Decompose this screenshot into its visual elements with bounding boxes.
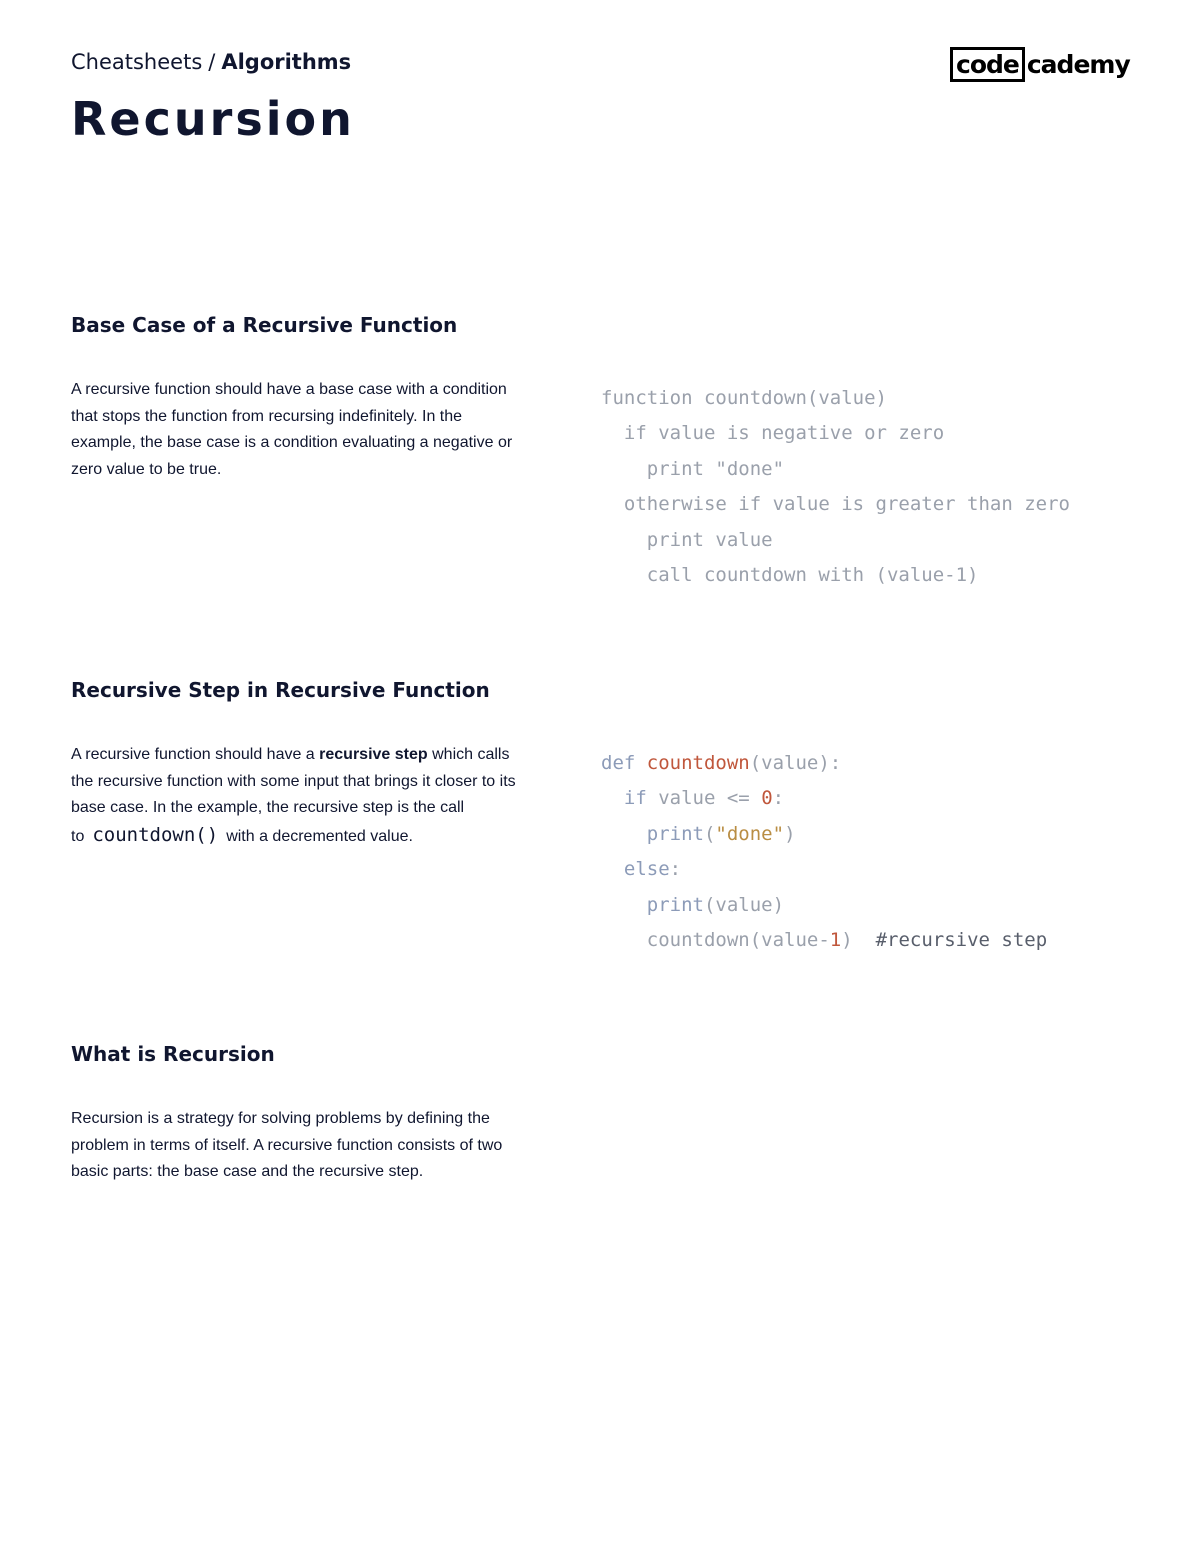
code-block	[601, 746, 1047, 958]
code-text: :	[669, 858, 682, 881]
section-description: A recursive function should have a base case with a condition that stops the function from recursing indefinitely. In the example, the base case is a condition evaluating a negative or zero value to be true.	[71, 381, 513, 478]
code-number: 1	[829, 929, 842, 952]
code-line: if value is negative or zero	[601, 422, 945, 445]
code-line: call countdown with (value-1)	[601, 564, 979, 587]
code-function-name: countdown	[646, 752, 750, 774]
section-heading: What is Recursion	[71, 1042, 275, 1066]
code-builtin: print	[646, 822, 704, 845]
section-description: Recursion is a strategy for solving problems by defining the problem in terms of itself. A recursive function consists of two basic parts: the base case and the recursive step.	[71, 1110, 503, 1181]
code-line: otherwise if value is greater than zero	[601, 493, 1070, 516]
code-line: print "done"	[601, 457, 785, 480]
description-text: which calls the recursive function with some input that brings it closer to its base case. In the example, the recursive step is the call to	[71, 746, 516, 845]
code-text: (value)	[703, 893, 785, 916]
code-line: print value	[601, 528, 773, 551]
code-keyword: if	[623, 787, 647, 810]
code-text: :	[772, 787, 785, 810]
breadcrumb-separator: /	[208, 50, 216, 74]
breadcrumb-root[interactable]: Cheatsheets	[71, 50, 203, 74]
breadcrumb-current[interactable]: Algorithms	[221, 50, 352, 74]
section-heading: Recursive Step in Recursive Function	[71, 678, 490, 702]
description-text: with a decremented value.	[226, 827, 413, 845]
code-keyword: def	[601, 752, 636, 774]
code-text: )	[841, 929, 853, 952]
code-text: )	[784, 822, 796, 845]
code-string: "done"	[715, 822, 785, 845]
codecademy-logo[interactable]	[950, 47, 1130, 82]
code-text: countdown(value-	[646, 929, 830, 952]
code-number: 0	[761, 787, 773, 810]
description-text: A recursive function should have a	[71, 746, 315, 763]
code-text: (value):	[749, 752, 842, 774]
code-keyword: else	[623, 858, 670, 881]
code-line: function countdown(value)	[601, 387, 887, 409]
breadcrumb	[71, 50, 351, 74]
section-description	[71, 742, 516, 850]
section-heading: Base Case of a Recursive Function	[71, 313, 458, 337]
page-title: Recursion	[71, 92, 355, 146]
code-text: (	[703, 822, 716, 845]
section-recursive-step	[71, 678, 1131, 952]
description-bold-term: recursive step	[319, 746, 428, 763]
code-block	[601, 381, 1070, 593]
logo-cademy-text: cademy	[1026, 50, 1130, 79]
code-builtin: print	[646, 893, 704, 916]
section-base-case	[71, 313, 1131, 587]
inline-code: countdown()	[92, 823, 219, 846]
code-comment: #recursive step	[875, 929, 1048, 952]
logo-code-box: code	[950, 47, 1025, 82]
section-what-is-recursion	[71, 1042, 1131, 1181]
code-text: value <=	[658, 787, 750, 810]
